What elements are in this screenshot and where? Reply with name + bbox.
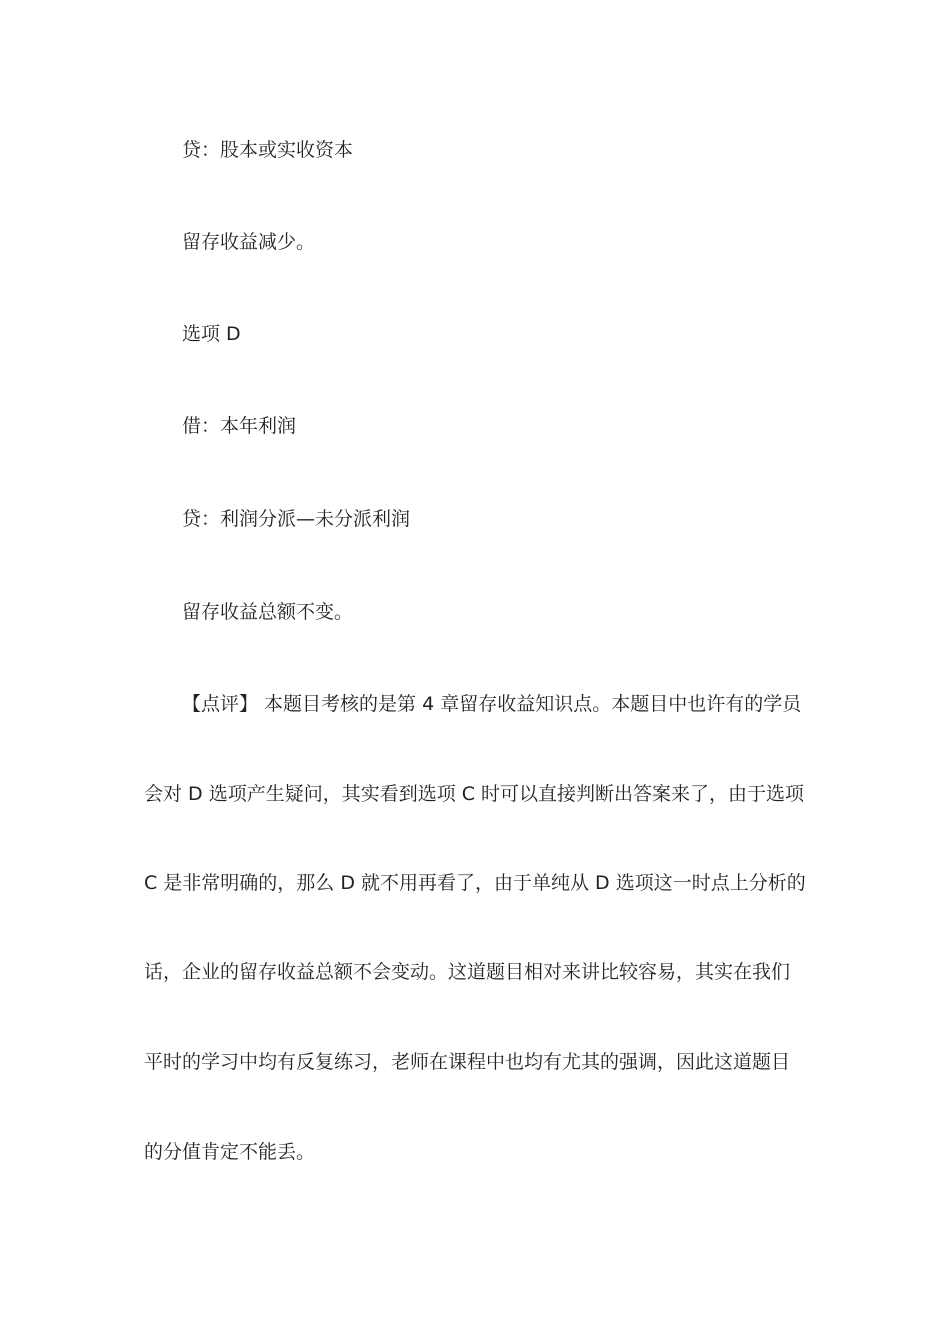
comment-line-1: 【点评】 本题目考核的是第 4 章留存收益知识点。本题目中也许有的学员 (182, 693, 802, 715)
comment-line-3: C 是非常明确的，那么 D 就不用再看了，由于单纯从 D 选项这一时点上分析的 (144, 872, 806, 894)
entry-retained-earnings-decrease: 留存收益减少。 (182, 231, 316, 253)
entry-debit-current-profit: 借：本年利润 (182, 415, 297, 437)
entry-credit-profit-distribution: 贷：利润分派—未分派利润 (182, 508, 411, 530)
entry-retained-earnings-unchanged: 留存收益总额不变。 (182, 601, 354, 623)
comment-line-6: 的分值肯定不能丢。 (144, 1141, 316, 1163)
entry-credit-share-capital: 贷：股本或实收资本 (182, 139, 354, 161)
comment-line-2: 会对 D 选项产生疑问，其实看到选项 C 时可以直接判断出答案来了，由于选项 (144, 783, 805, 805)
comment-line-4: 话，企业的留存收益总额不会变动。这道题目相对来讲比较容易，其实在我们 (144, 961, 791, 983)
entry-option-d-heading: 选项 D (182, 323, 241, 345)
comment-line-5: 平时的学习中均有反复练习，老师在课程中也均有尤其的强调，因此这道题目 (144, 1051, 791, 1073)
